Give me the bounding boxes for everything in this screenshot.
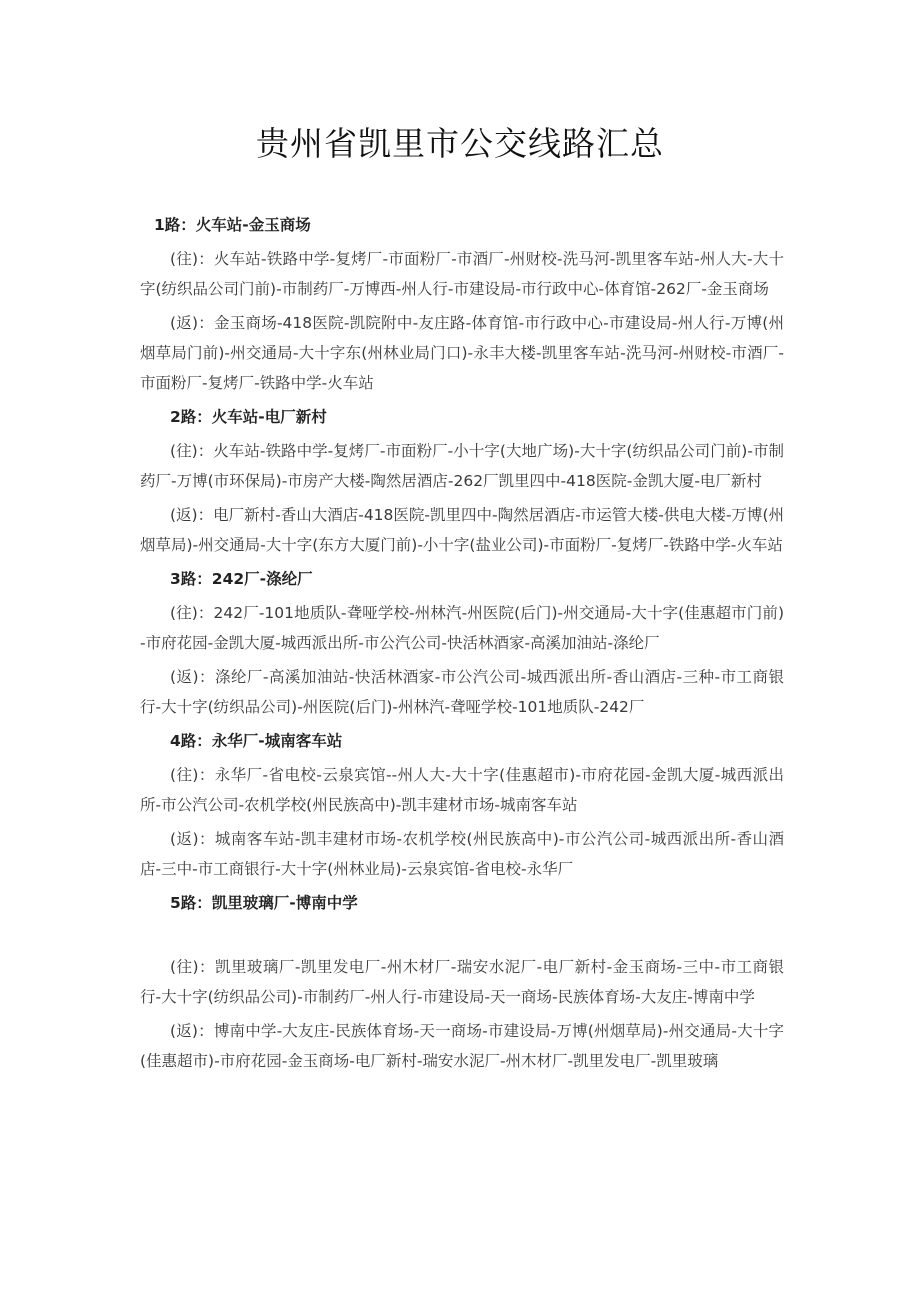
route-heading: 5路：凯里玻璃厂-博南中学 bbox=[170, 894, 358, 912]
route-outbound: (往)：火车站-铁路中学-复烤厂-市面粉厂-小十字(大地广场)-大十字(纺织品公司门前)-市制药厂-万博(市环保局)-市房产大楼-陶然居酒店-262厂凯里四中-418医院-金凯大厦-电厂新村 bbox=[140, 442, 784, 490]
route-5 bbox=[140, 888, 784, 1076]
route-4 bbox=[140, 726, 784, 884]
route-inbound: (返)：金玉商场-418医院-凯院附中-友庄路-体育馆-市行政中心-市建设局-州人行-万博(州烟草局门前)-州交通局-大十字东(州林业局门口)-永丰大楼-凯里客车站-洗马河-州财校-市酒厂-市面粉厂-复烤厂-铁路中学-火车站 bbox=[140, 314, 784, 392]
route-2 bbox=[140, 402, 784, 560]
route-inbound: (返)：城南客车站-凯丰建材市场-农机学校(州民族高中)-市公汽公司-城西派出所-香山酒店-三中-市工商银行-大十字(州林业局)-云泉宾馆-省电校-永华厂 bbox=[140, 830, 784, 878]
route-heading: 4路：永华厂-城南客车站 bbox=[170, 732, 343, 750]
page-title: 贵州省凯里市公交线路汇总 bbox=[256, 124, 664, 163]
route-outbound: (往)：永华厂-省电校-云泉宾馆--州人大-大十字(佳惠超市)-市府花园-金凯大厦-城西派出所-市公汽公司-农机学校(州民族高中)-凯丰建材市场-城南客车站 bbox=[140, 766, 784, 814]
route-3 bbox=[140, 564, 784, 722]
route-inbound: (返)：博南中学-大友庄-民族体育场-天一商场-市建设局-万博(州烟草局)-州交通局-大十字(佳惠超市)-市府花园-金玉商场-电厂新村-瑞安水泥厂-州木材厂-凯里发电厂-凯里玻璃 bbox=[140, 1022, 784, 1070]
route-list bbox=[140, 210, 784, 1080]
route-heading: 1路：火车站-金玉商场 bbox=[154, 216, 311, 234]
route-outbound: (往)：凯里玻璃厂-凯里发电厂-州木材厂-瑞安水泥厂-电厂新村-金玉商场-三中-市工商银行-大十字(纺织品公司)-市制药厂-州人行-市建设局-天一商场-民族体育场-大友庄-博南中学 bbox=[140, 958, 784, 1006]
route-inbound: (返)：涤纶厂-高溪加油站-快活林酒家-市公汽公司-城西派出所-香山酒店-三种-市工商银行-大十字(纺织品公司)-州医院(后门)-州林汽-聋哑学校-101地质队-242厂 bbox=[140, 668, 784, 716]
route-1 bbox=[140, 210, 784, 398]
route-inbound: (返)：电厂新村-香山大酒店-418医院-凯里四中-陶然居酒店-市运管大楼-供电大楼-万博(州烟草局)-州交通局-大十字(东方大厦门前)-小十字(盐业公司)-市面粉厂-复烤厂-铁路中学-火车站 bbox=[140, 506, 784, 554]
route-outbound: (往)：火车站-铁路中学-复烤厂-市面粉厂-市酒厂-州财校-洗马河-凯里客车站-州人大-大十字(纺织品公司门前)-市制药厂-万博西-州人行-市建设局-市行政中心-体育馆-262厂-金玉商场 bbox=[140, 250, 784, 298]
route-heading: 2路：火车站-电厂新村 bbox=[170, 408, 327, 426]
blank-line bbox=[140, 922, 784, 952]
route-outbound: (往)：242厂-101地质队-聋哑学校-州林汽-州医院(后门)-州交通局-大十字(佳惠超市门前)-市府花园-金凯大厦-城西派出所-市公汽公司-快活林酒家-高溪加油站-涤纶厂 bbox=[140, 604, 784, 652]
route-heading: 3路：242厂-涤纶厂 bbox=[170, 570, 313, 588]
